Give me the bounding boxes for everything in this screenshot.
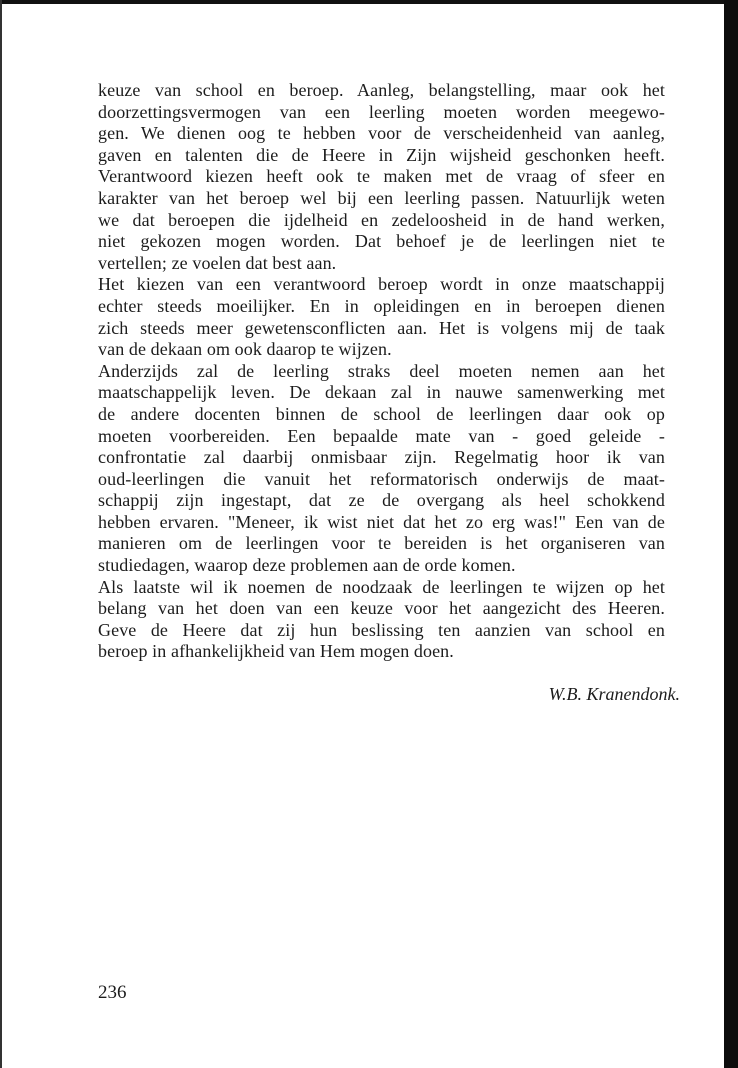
scan-edge-top xyxy=(0,0,738,4)
text-line: keuze van school en beroep. Aanleg, belangstelling, maar ook het xyxy=(98,80,665,100)
text-line: studiedagen, waarop deze problemen aan de orde komen. xyxy=(98,555,516,576)
body-text xyxy=(98,80,665,663)
text-line: Geve de Heere dat zij hun beslissing ten aanzien van school en xyxy=(98,619,665,640)
text-line: confrontatie zal daarbij onmisbaar zijn. Regelmatig hoor ik van xyxy=(98,447,665,468)
text-line: Als laatste wil ik noemen de noodzaak de leerlingen te wijzen op het xyxy=(98,576,665,597)
text-line: zich steeds meer gewetensconflicten aan. Het is volgens mij de taak xyxy=(98,317,665,338)
text-line: Anderzijds zal de leerling straks deel moeten nemen aan het xyxy=(98,360,665,381)
text-line: manieren om de leerlingen voor te bereiden is het organiseren van xyxy=(98,533,665,554)
text-line: de andere docenten binnen de school de leerlingen daar ook op xyxy=(98,403,665,424)
text-line: beroep in afhankelijkheid van Hem mogen doen. xyxy=(98,641,454,662)
scan-edge-right xyxy=(724,0,738,1068)
text-line: Verantwoord kiezen heeft ook te maken met de vraag of sfeer en xyxy=(98,166,665,187)
text-line: niet gekozen mogen worden. Dat behoef je de leerlingen niet te xyxy=(98,231,665,252)
text-line: schappij zijn ingestapt, dat ze de overgang als heel schokkend xyxy=(98,490,665,511)
page-number: 236 xyxy=(98,982,127,1003)
text-line: karakter van het beroep wel bij een leerling passen. Natuurlijk weten xyxy=(98,187,665,208)
text-line: oud-leerlingen die vanuit het reformatorisch onderwijs de maat- xyxy=(98,468,665,489)
text-line: we dat beroepen die ijdelheid en zedeloosheid in de hand werken, xyxy=(98,209,665,230)
text-line: hebben ervaren. "Meneer, ik wist niet dat het zo erg was!" Een van de xyxy=(98,511,665,532)
text-line: gaven en talenten die de Heere in Zijn wijsheid geschonken heeft. xyxy=(98,144,665,165)
text-line: belang van het doen van een keuze voor het aangezicht des Heeren. xyxy=(98,598,665,619)
text-line: Het kiezen van een verantwoord beroep wordt in onze maatschappij xyxy=(98,274,665,295)
text-line: doorzettingsvermogen van een leerling moeten worden meegewo- xyxy=(98,101,665,122)
text-line: echter steeds moeilijker. En in opleidingen en in beroepen dienen xyxy=(98,295,665,316)
text-line: maatschappelijk leven. De dekaan zal in nauwe samenwerking met xyxy=(98,382,665,403)
text-line: vertellen; ze voelen dat best aan. xyxy=(98,252,337,273)
text-line: van de dekaan om ook daarop te wijzen. xyxy=(98,339,392,360)
text-line: moeten voorbereiden. Een bepaalde mate van - goed geleide - xyxy=(98,425,665,446)
text-line: gen. We dienen oog te hebben voor de verscheidenheid van aanleg, xyxy=(98,123,665,144)
author-signature: W.B. Kranendonk. xyxy=(548,684,680,704)
scan-edge-left xyxy=(0,0,2,1068)
